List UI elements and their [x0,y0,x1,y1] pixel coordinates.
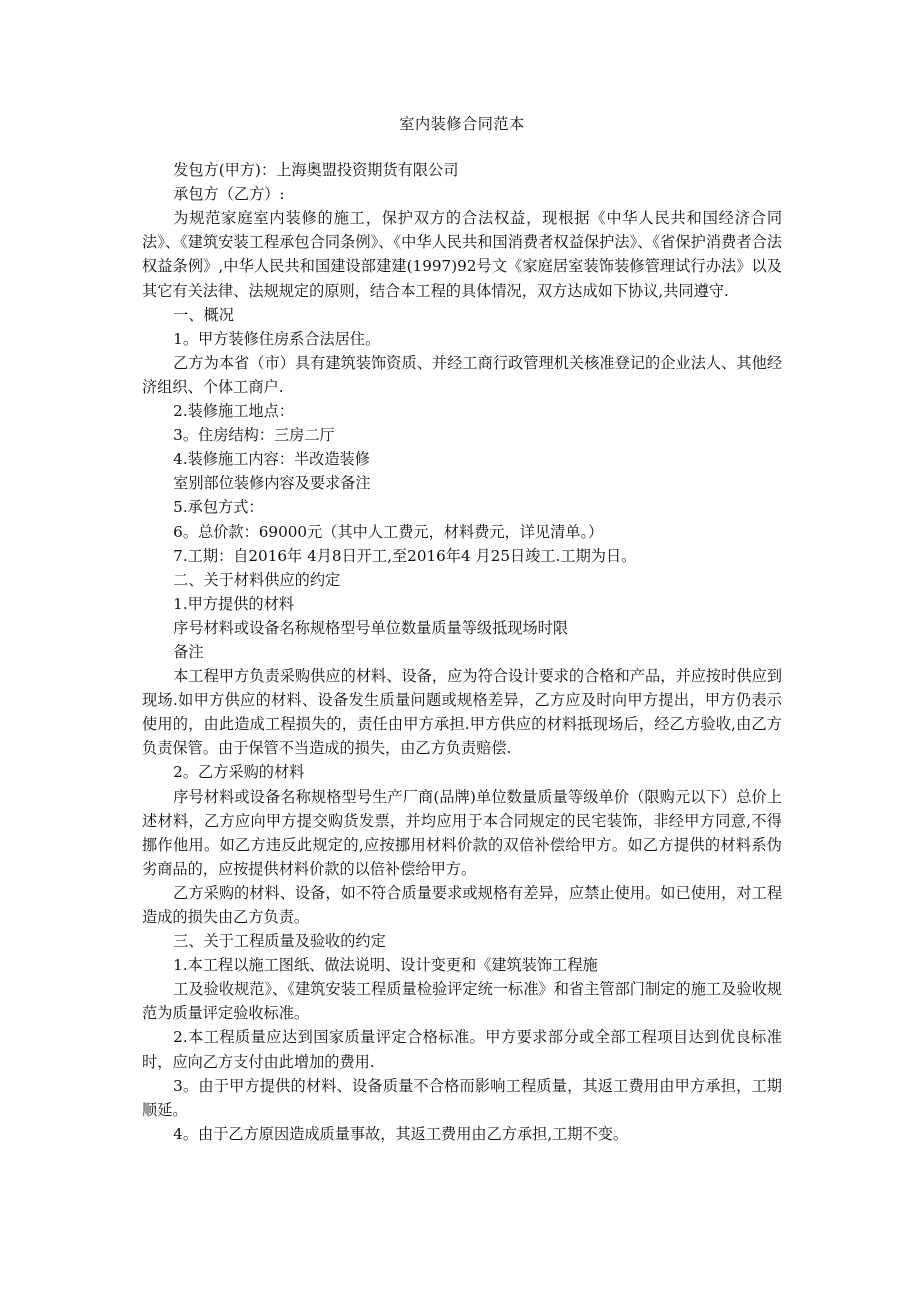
clause-line: 2。乙方采购的材料 [173,763,305,782]
section-heading-quality: 三、关于工程质量及验收的约定 [173,932,386,951]
clause-line: 4.装修施工内容：半改造装修 [173,450,370,469]
clause-line: 3。住房结构：三房二厅 [173,426,335,445]
clause-line: 备注 [173,642,204,661]
table-header-line: 序号材料或设备名称规格型号单位数量质量等级抵现场时限 [173,618,569,637]
clause-line: 5.承包方式： [173,498,264,517]
document-title: 室内装修合同范本 [399,115,525,133]
clause-line: 2.装修施工地点： [173,402,294,421]
clause-line: 室别部位装修内容及要求备注 [173,474,371,493]
clause-line: 4。由于乙方原因造成质量事故，其返工费用由乙方承担,工期不变。 [173,1124,629,1143]
clause-line: 1。甲方装修住房系合法居住。 [173,329,381,348]
section-heading-materials: 二、关于材料供应的约定 [173,570,341,589]
clause-paragraph: 本工程甲方负责采购供应的材料、设备，应为符合设计要求的合格和产品，并应按时供应到现场.如甲方供应的材料、设备发生质量问题或规格差异，乙方应及时向甲方提出，甲方仍表示使用的，由此造成工程损失的，责任由甲方承担.甲方供应的材料抵现场后，经乙方验收,由乙方负责保管。由于保管不当造成的损失，由乙方负责赔偿. [142,667,782,758]
clause-line: 1.本工程以施工图纸、做法说明、设计变更和《建筑装饰工程施 [173,956,598,975]
preamble-paragraph: 为规范家庭室内装修的施工，保护双方的合法权益，现根据《中华人民共和国经济合同法》、《建筑安装工程承包合同条例》、《中华人民共和国消费者权益保护法》、《省保护消费者合法权益条例》,中华人民共和国建设部建建(1997)92号文《家庭居室装饰装修管理试行办法》以及其它有关法律、法规规定的原则，结合本工程的具体情况，双方达成如下协议,共同遵守. [142,209,782,300]
clause-line: 6。总价款：69000元（其中人工费元，材料费元，详见清单。） [173,522,604,541]
contract-page [142,112,782,1146]
clause-paragraph: 序号材料或设备名称规格型号生产厂商(品牌)单位数量质量等级单价（限购元以下）总价上述材料，乙方应向甲方提交购货发票，并均应用于本合同规定的民宅装饰，非经甲方同意,不得挪作他用。如乙方违反此规定的,应按挪用材料价款的双倍补偿给甲方。如乙方提供的材料系伪劣商品的，应按提供材料价款的以倍补偿给甲方。 [142,787,782,878]
party-b-line: 承包方（乙方）: [173,185,285,204]
clause-paragraph: 工及验收规范》、《建筑安装工程质量检验评定统一标准》和省主管部门制定的施工及验收规范为质量评定验收标准。 [142,980,782,1023]
clause-line: 1.甲方提供的材料 [173,594,294,613]
party-a-line: 发包方(甲方)：上海奥盟投资期货有限公司 [173,161,459,180]
clause-line: 7.工期：自2016年 4月8日开工,至2016年4 月25日竣工.工期为日。 [173,546,637,565]
clause-paragraph: 2.本工程质量应达到国家质量评定合格标准。甲方要求部分或全部工程项目达到优良标准时，应向乙方支付由此增加的费用. [142,1028,782,1071]
clause-paragraph: 乙方采购的材料、设备，如不符合质量要求或规格有差异，应禁止使用。如已使用，对工程造成的损失由乙方负责。 [142,883,782,926]
clause-paragraph: 3。由于甲方提供的材料、设备质量不合格而影响工程质量，其返工费用由甲方承担，工期顺延。 [142,1076,782,1119]
section-heading-overview: 一、概况 [173,305,234,324]
clause-paragraph: 乙方为本省（市）具有建筑装饰资质、并经工商行政管理机关核准登记的企业法人、其他经济组织、个体工商户. [142,353,782,396]
